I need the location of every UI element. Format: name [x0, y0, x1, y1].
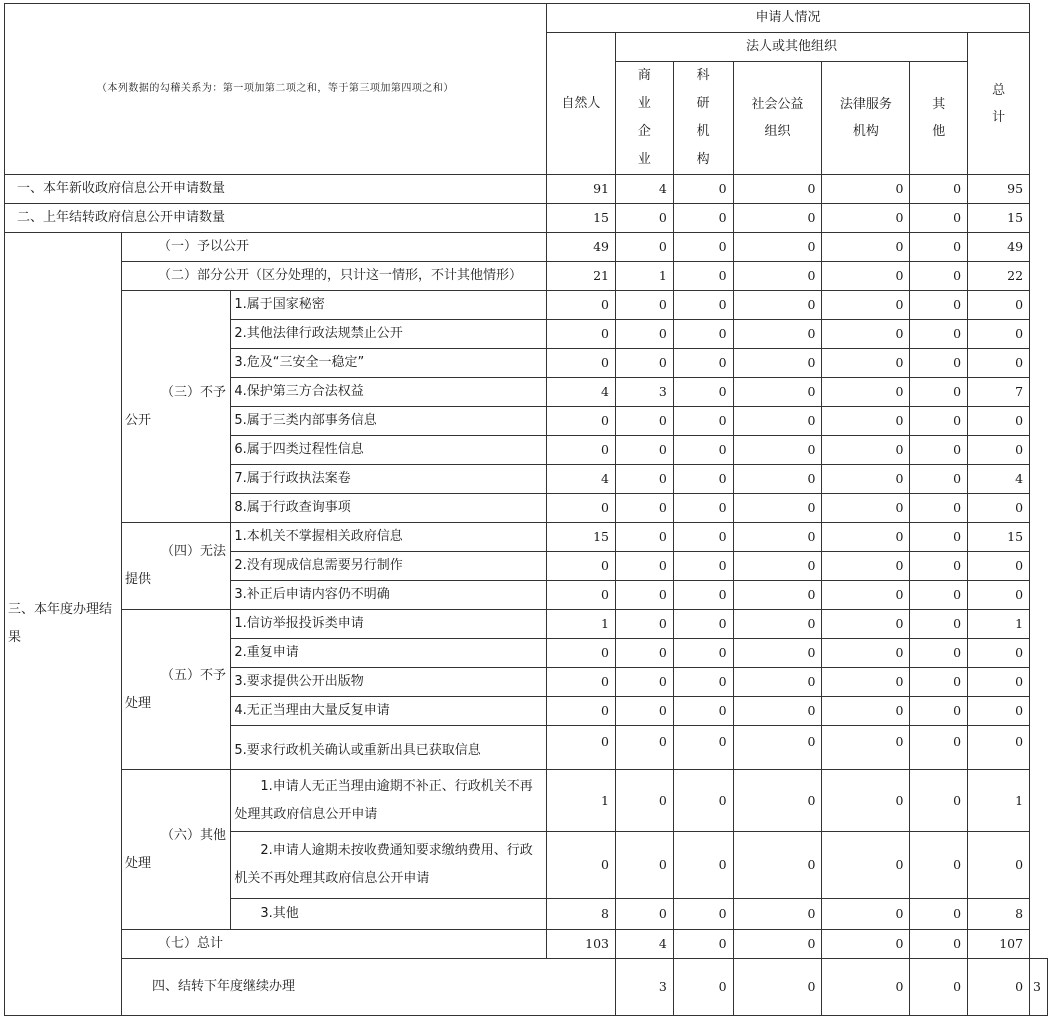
- table-row: [5, 204, 1048, 233]
- value-cell: 0: [910, 552, 968, 581]
- value-cell: 49: [546, 233, 615, 262]
- value-cell: 103: [546, 930, 615, 959]
- value-cell: 0: [546, 320, 615, 349]
- value-cell: 0: [968, 832, 1030, 899]
- value-cell: 4: [968, 465, 1030, 494]
- row-label: 2.其他法律行政法规禁止公开: [231, 320, 547, 349]
- value-cell: 0: [546, 349, 615, 378]
- row-label: 1.信访举报投诉类申请: [231, 610, 547, 639]
- header-commercial: 商业企业: [616, 62, 674, 175]
- value-cell: 0: [822, 291, 910, 320]
- value-cell: 0: [673, 349, 733, 378]
- table-row: [5, 262, 1048, 291]
- value-cell: 0: [673, 204, 733, 233]
- value-cell: 0: [822, 959, 910, 1016]
- value-cell: 0: [616, 581, 674, 610]
- value-cell: 1: [968, 610, 1030, 639]
- value-cell: 0: [673, 639, 733, 668]
- value-cell: 0: [616, 465, 674, 494]
- value-cell: 0: [822, 262, 910, 291]
- row-label: 2.重复申请: [231, 639, 547, 668]
- value-cell: 0: [910, 494, 968, 523]
- value-cell: 0: [673, 610, 733, 639]
- value-cell: 4: [616, 175, 674, 204]
- value-cell: 0: [733, 494, 822, 523]
- value-cell: 0: [673, 407, 733, 436]
- value-cell: 0: [910, 581, 968, 610]
- value-cell: 0: [673, 697, 733, 726]
- value-cell: 0: [968, 291, 1030, 320]
- value-cell: 0: [968, 436, 1030, 465]
- value-cell: 15: [546, 523, 615, 552]
- row-label: 3.补正后申请内容仍不明确: [231, 581, 547, 610]
- value-cell: 0: [910, 899, 968, 930]
- table-row: [5, 233, 1048, 262]
- value-cell: 0: [733, 378, 822, 407]
- value-cell: 0: [733, 262, 822, 291]
- value-cell: 0: [822, 494, 910, 523]
- value-cell: 0: [822, 899, 910, 930]
- table-row: [5, 770, 1048, 832]
- header-research: 科研机构: [673, 62, 733, 175]
- value-cell: 0: [546, 581, 615, 610]
- value-cell: 0: [673, 726, 733, 770]
- value-cell: 0: [673, 320, 733, 349]
- value-cell: 0: [910, 233, 968, 262]
- value-cell: 0: [733, 697, 822, 726]
- value-cell: 0: [616, 770, 674, 832]
- value-cell: 0: [616, 291, 674, 320]
- value-cell: 0: [616, 668, 674, 697]
- value-cell: 0: [822, 668, 910, 697]
- value-cell: 0: [733, 639, 822, 668]
- value-cell: 0: [616, 610, 674, 639]
- value-cell: 0: [546, 291, 615, 320]
- value-cell: 0: [822, 552, 910, 581]
- value-cell: 0: [616, 204, 674, 233]
- table-row: [5, 930, 1048, 959]
- value-cell: 0: [616, 320, 674, 349]
- value-cell: 0: [673, 494, 733, 523]
- value-cell: 1: [616, 262, 674, 291]
- value-cell: 0: [822, 930, 910, 959]
- row-label: 6.属于四类过程性信息: [231, 436, 547, 465]
- value-cell: 4: [546, 378, 615, 407]
- value-cell: 3: [616, 959, 674, 1016]
- value-cell: 0: [910, 175, 968, 204]
- value-cell: 0: [733, 320, 822, 349]
- value-cell: 0: [546, 494, 615, 523]
- value-cell: 4: [546, 465, 615, 494]
- value-cell: 0: [910, 262, 968, 291]
- value-cell: 0: [673, 436, 733, 465]
- value-cell: 0: [673, 668, 733, 697]
- value-cell: 0: [910, 610, 968, 639]
- value-cell: 0: [822, 407, 910, 436]
- table-row: [5, 175, 1048, 204]
- value-cell: 8: [546, 899, 615, 930]
- value-cell: 15: [968, 204, 1030, 233]
- value-cell: 0: [733, 233, 822, 262]
- value-cell: 0: [910, 697, 968, 726]
- value-cell: 22: [968, 262, 1030, 291]
- value-cell: 15: [968, 523, 1030, 552]
- value-cell: 0: [733, 465, 822, 494]
- value-cell: 0: [910, 320, 968, 349]
- table-row: [5, 959, 1048, 1016]
- row-label: 3.其他: [231, 899, 547, 930]
- value-cell: 0: [673, 899, 733, 930]
- value-cell: 0: [968, 639, 1030, 668]
- value-cell: 0: [968, 959, 1030, 1016]
- row-label: 5.属于三类内部事务信息: [231, 407, 547, 436]
- row-label: （七）总计: [121, 930, 546, 959]
- value-cell: 0: [673, 233, 733, 262]
- group-3-label: （三）不予公开: [121, 291, 230, 523]
- value-cell: 0: [910, 668, 968, 697]
- value-cell: 0: [910, 639, 968, 668]
- value-cell: 0: [910, 407, 968, 436]
- value-cell: 0: [910, 523, 968, 552]
- row-label: 二、上年结转政府信息公开申请数量: [5, 204, 547, 233]
- group-5-label: （五）不予处理: [121, 610, 230, 770]
- value-cell: 91: [546, 175, 615, 204]
- value-cell: 1: [546, 610, 615, 639]
- row-label: 2.没有现成信息需要另行制作: [231, 552, 547, 581]
- row-label: 1.属于国家秘密: [231, 291, 547, 320]
- section-3-label: 三、本年度办理结果: [5, 233, 122, 1016]
- value-cell: 0: [546, 407, 615, 436]
- header-public-welfare: 社会公益组织: [733, 62, 822, 175]
- value-cell: 0: [733, 436, 822, 465]
- value-cell: 0: [910, 930, 968, 959]
- value-cell: 0: [673, 581, 733, 610]
- table-row: [5, 610, 1048, 639]
- value-cell: 0: [616, 233, 674, 262]
- value-cell: 0: [733, 349, 822, 378]
- value-cell: 0: [822, 523, 910, 552]
- value-cell: 0: [822, 349, 910, 378]
- value-cell: 1: [968, 770, 1030, 832]
- value-cell: 0: [546, 697, 615, 726]
- value-cell: 0: [673, 175, 733, 204]
- row-label: 3.要求提供公开出版物: [231, 668, 547, 697]
- value-cell: 0: [546, 436, 615, 465]
- value-cell: 3: [616, 378, 674, 407]
- value-cell: 21: [546, 262, 615, 291]
- value-cell: 0: [910, 832, 968, 899]
- row-label: （一）予以公开: [121, 233, 546, 262]
- value-cell: 0: [968, 552, 1030, 581]
- value-cell: 0: [822, 465, 910, 494]
- row-label: 7.属于行政执法案卷: [231, 465, 547, 494]
- value-cell: 0: [733, 930, 822, 959]
- row-label: 3.危及“三安全一稳定”: [231, 349, 547, 378]
- value-cell: 0: [822, 610, 910, 639]
- value-cell: 0: [616, 494, 674, 523]
- value-cell: 0: [673, 552, 733, 581]
- row-label: 1.本机关不掌握相关政府信息: [231, 523, 547, 552]
- value-cell: 0: [673, 465, 733, 494]
- value-cell: 95: [968, 175, 1030, 204]
- value-cell: 0: [822, 436, 910, 465]
- row-label: 一、本年新收政府信息公开申请数量: [5, 175, 547, 204]
- value-cell: 0: [733, 552, 822, 581]
- header-applicant-info: 申请人情况: [546, 4, 1029, 33]
- value-cell: 107: [968, 930, 1030, 959]
- table-row: [5, 291, 1048, 320]
- value-cell: 0: [968, 494, 1030, 523]
- value-cell: 0: [733, 610, 822, 639]
- value-cell: 0: [546, 552, 615, 581]
- row-label: 2.申请人逾期未按收费通知要求缴纳费用、行政机关不再处理其政府信息公开申请: [231, 832, 547, 899]
- row-label: 4.保护第三方合法权益: [231, 378, 547, 407]
- value-cell: 0: [733, 832, 822, 899]
- value-cell: 0: [733, 959, 822, 1016]
- value-cell: 0: [673, 930, 733, 959]
- value-cell: 0: [616, 407, 674, 436]
- value-cell: 0: [910, 436, 968, 465]
- value-cell: 0: [733, 291, 822, 320]
- value-cell: 0: [616, 899, 674, 930]
- header-natural-person: 自然人: [546, 33, 615, 175]
- group-4-label: （四）无法提供: [121, 523, 230, 610]
- value-cell: 0: [910, 726, 968, 770]
- value-cell: 0: [910, 204, 968, 233]
- row-label: 1.申请人无正当理由逾期不补正、行政机关不再处理其政府信息公开申请: [231, 770, 547, 832]
- value-cell: 0: [616, 726, 674, 770]
- value-cell: 0: [733, 726, 822, 770]
- value-cell: 7: [968, 378, 1030, 407]
- value-cell: 0: [910, 465, 968, 494]
- value-cell: 0: [673, 262, 733, 291]
- value-cell: 0: [616, 523, 674, 552]
- value-cell: 0: [822, 770, 910, 832]
- value-cell: 0: [673, 959, 733, 1016]
- value-cell: 0: [910, 349, 968, 378]
- value-cell: 0: [822, 320, 910, 349]
- header-total: 总计: [968, 33, 1030, 175]
- value-cell: 0: [822, 726, 910, 770]
- value-cell: 0: [733, 668, 822, 697]
- value-cell: 0: [673, 832, 733, 899]
- value-cell: 0: [968, 349, 1030, 378]
- value-cell: 0: [546, 832, 615, 899]
- row-label: 8.属于行政查询事项: [231, 494, 547, 523]
- value-cell: 4: [616, 930, 674, 959]
- value-cell: 15: [546, 204, 615, 233]
- value-cell: 0: [673, 291, 733, 320]
- row-label: 4.无正当理由大量反复申请: [231, 697, 547, 726]
- value-cell: 0: [910, 291, 968, 320]
- table-row: [5, 523, 1048, 552]
- value-cell: 0: [968, 668, 1030, 697]
- value-cell: 0: [733, 407, 822, 436]
- value-cell: 0: [673, 770, 733, 832]
- value-cell: 0: [546, 726, 615, 770]
- value-cell: 0: [822, 378, 910, 407]
- value-cell: 0: [616, 436, 674, 465]
- value-cell: 0: [733, 581, 822, 610]
- value-cell: 0: [968, 407, 1030, 436]
- header-legal-group: 法人或其他组织: [616, 33, 968, 62]
- value-cell: 0: [673, 523, 733, 552]
- value-cell: 3: [1030, 959, 1048, 1016]
- value-cell: 0: [968, 320, 1030, 349]
- value-cell: 0: [616, 697, 674, 726]
- value-cell: 0: [733, 204, 822, 233]
- value-cell: 0: [822, 233, 910, 262]
- value-cell: 0: [546, 639, 615, 668]
- value-cell: 0: [733, 175, 822, 204]
- gov-info-disclosure-table: [4, 3, 1048, 1016]
- value-cell: 8: [968, 899, 1030, 930]
- value-cell: 0: [733, 899, 822, 930]
- value-cell: 0: [616, 832, 674, 899]
- value-cell: 0: [822, 581, 910, 610]
- value-cell: 0: [616, 349, 674, 378]
- value-cell: 0: [822, 697, 910, 726]
- value-cell: 0: [968, 697, 1030, 726]
- value-cell: 0: [616, 552, 674, 581]
- header-other: 其他: [910, 62, 968, 175]
- value-cell: 0: [546, 668, 615, 697]
- value-cell: 49: [968, 233, 1030, 262]
- value-cell: 0: [910, 959, 968, 1016]
- row-label: （二）部分公开（区分处理的，只计这一情形，不计其他情形）: [121, 262, 546, 291]
- value-cell: 0: [822, 832, 910, 899]
- value-cell: 1: [546, 770, 615, 832]
- value-cell: 0: [968, 581, 1030, 610]
- value-cell: 0: [910, 770, 968, 832]
- table-note: （本列数据的勾稽关系为：第一项加第二项之和，等于第三项加第四项之和）: [5, 4, 547, 175]
- group-6-label: （六）其他处理: [121, 770, 230, 930]
- value-cell: 0: [733, 770, 822, 832]
- value-cell: 0: [968, 726, 1030, 770]
- value-cell: 0: [822, 639, 910, 668]
- value-cell: 0: [822, 204, 910, 233]
- value-cell: 0: [733, 523, 822, 552]
- row-label: 5.要求行政机关确认或重新出具已获取信息: [231, 726, 547, 770]
- value-cell: 0: [673, 378, 733, 407]
- value-cell: 0: [910, 378, 968, 407]
- row-label: 四、结转下年度继续办理: [121, 959, 615, 1016]
- header-legal-service: 法律服务机构: [822, 62, 910, 175]
- value-cell: 0: [616, 639, 674, 668]
- value-cell: 0: [822, 175, 910, 204]
